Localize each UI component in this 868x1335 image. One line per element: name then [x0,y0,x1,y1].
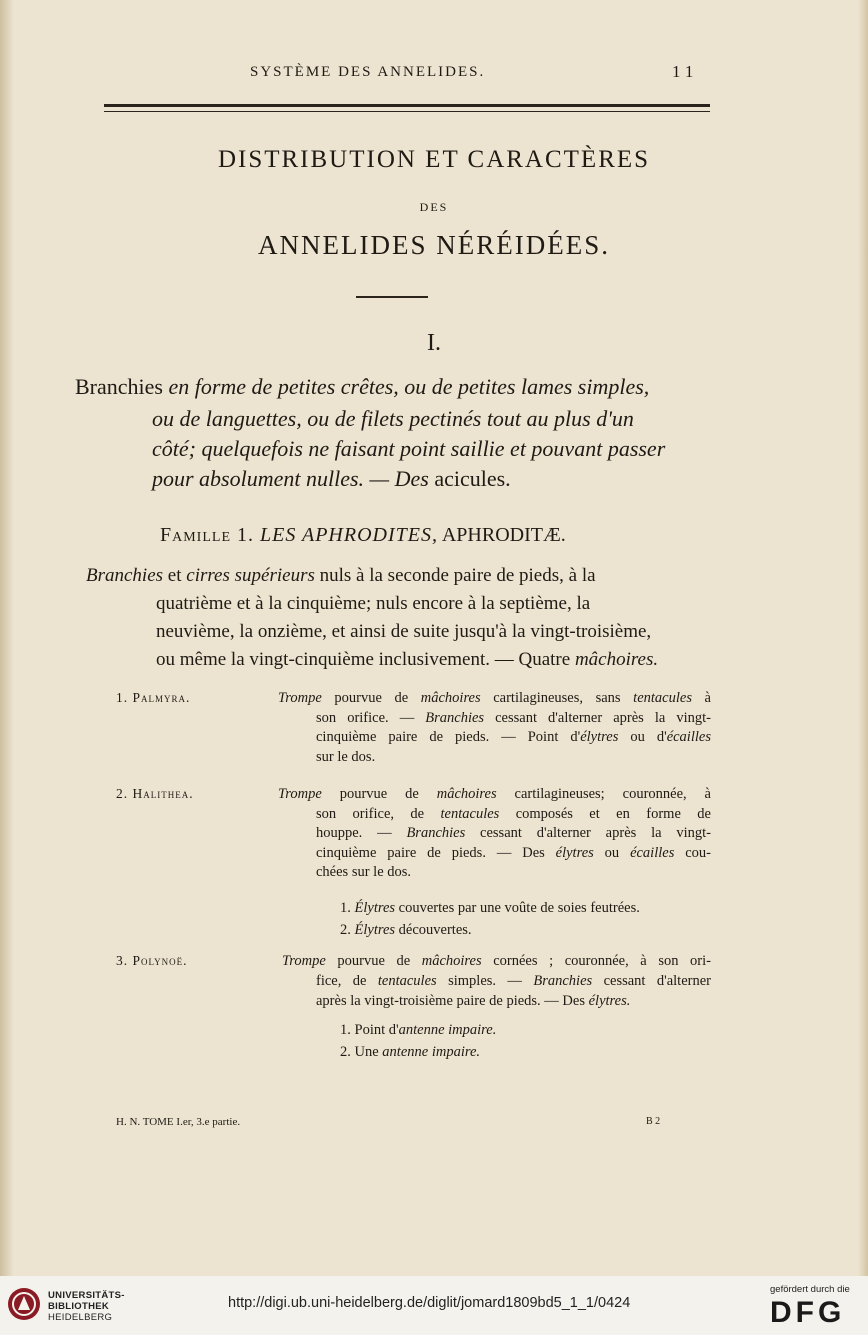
genus-description-line: Trompe pourvue de mâchoires cartilagineuses, sans tentacules à [278,690,711,706]
genus-description-line: son orifice. — Branchies cessant d'alterner après la vingt- [316,709,712,726]
genus-description-line: fice, de tentacules simples. — Branchies cessant d'alterner [316,973,711,989]
title-line-3: ANNELIDES NÉRÉIDÉES. [258,230,610,260]
genus-description-line: Trompe pourvue de mâchoires cartilagineuses; couronnée, à [278,786,711,802]
library-name-line-3: HEIDELBERG [48,1312,113,1323]
signature-mark: B 2 [646,1116,661,1127]
family-description-line-3: neuvième, la onzième, et ainsi de suite jusqu'à la vingt-troisième, [156,621,652,642]
genus-description-line: cinquième paire de pieds. — Point d'élytres ou d'écailles [316,729,711,745]
library-logo-icon [8,1288,40,1320]
title-line-2: DES [419,200,449,214]
section-numeral: I. [427,330,441,356]
genus-description-line: son orifice, de tentacules composés et en forme de [316,805,711,822]
genus-subdivision: 2. Une antenne impaire. [340,1044,481,1060]
page-number: 11 [672,62,699,81]
genus-description-line: chées sur le dos. [316,864,412,880]
family-heading: Famille 1. LES APHRODITES, APHRODITÆ. [160,524,566,546]
dfg-logo: DFG [770,1296,846,1329]
genus-description-line: sur le dos. [316,748,376,765]
library-name-line-2: BIBLIOTHEK [48,1301,110,1312]
family-description-line-4: ou même la vingt-cinquième inclusivement. — Quatre mâchoires. [156,649,659,670]
genus-label: 2. Halithea. [116,786,194,801]
header-rule-thin [104,111,710,112]
section-line-3: côté; quelquefois ne faisant point saillie et pouvant passer [152,436,666,461]
genus-subdivision: 2. Élytres découvertes. [340,922,472,938]
genus-label: 1. Palmyra. [116,690,191,705]
family-description-line-1: Branchies et cirres supérieurs nuls à la seconde paire de pieds, à la [86,565,596,586]
funding-note: gefördert durch die [770,1284,850,1295]
header-rule-thick [104,104,710,107]
library-name-line-1: UNIVERSITÄTS- [48,1290,125,1301]
signature-line: H. N. TOME I.er, 3.e partie. [116,1116,241,1128]
genus-subdivision: 1. Point d'antenne impaire. [340,1022,497,1038]
viewer-footer [0,1276,868,1335]
genus-label: 3. Polynoë. [116,953,188,968]
title-rule [356,296,428,298]
genus-description-line: après la vingt-troisième paire de pieds. — Des élytres. [316,993,631,1009]
running-title: SYSTÈME DES ANNELIDES. [250,64,486,80]
genus-description-line: Trompe pourvue de mâchoires cornées ; couronnée, à son ori- [282,953,711,969]
genus-description-line: cinquième paire de pieds. — Des élytres ou écailles cou- [316,844,712,861]
section-line-2: ou de languettes, ou de filets pectinés tout au plus d'un [152,406,634,431]
source-url-link[interactable]: http://digi.ub.uni-heidelberg.de/diglit/jomard1809bd5_1_1/0424 [228,1295,631,1311]
section-line-1: Branchies en forme de petites crêtes, ou de petites lames simples, [75,374,650,399]
genus-subdivision: 1. Élytres couvertes par une voûte de soies feutrées. [340,900,640,916]
family-description-line-2: quatrième et à la cinquième; nuls encore à la septième, la [156,593,591,614]
genus-description-line: houppe. — Branchies cessant d'alterner après la vingt- [316,825,711,841]
section-line-4: pour absolument nulles. — Des acicules. [152,466,511,491]
title-line-1: DISTRIBUTION ET CARACTÈRES [217,146,651,173]
